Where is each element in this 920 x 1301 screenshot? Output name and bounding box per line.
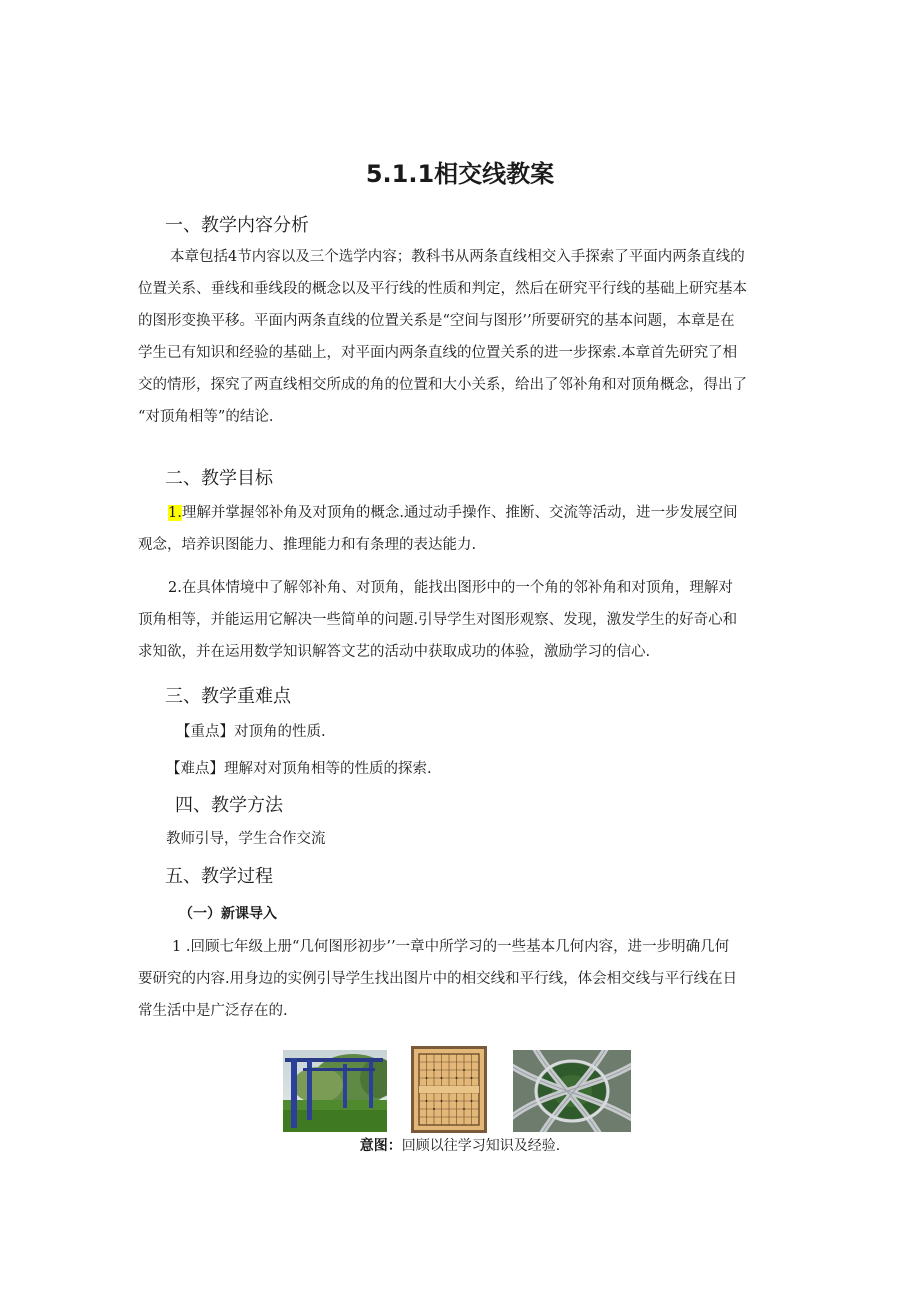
goal-1-paragraph	[138, 497, 786, 561]
section-heading-1: 一、教学内容分析	[165, 215, 309, 236]
analysis-line: 位置关系、垂线和垂线段的概念以及平行线的性质和判定，然后在研究平行线的基础上研究基本	[138, 281, 747, 297]
highlighted-number: 1.	[168, 505, 182, 521]
chessboard-photo	[411, 1046, 487, 1133]
analysis-line: “对顶角相等”的结论.	[138, 409, 274, 425]
figure-caption	[0, 1135, 920, 1155]
caption-text: 回顾以往学习知识及经验.	[401, 1138, 561, 1154]
goal-1-text: 观念，培养识图能力、推理能力和有条理的表达能力.	[138, 537, 477, 553]
analysis-line: 交的情形，探究了两直线相交所成的角的位置和大小关系，给出了邻补角和对顶角概念，得出了	[138, 377, 747, 393]
goal-1-text: 理解并掌握邻补角及对顶角的概念.通过动手操作、推断、交流等活动，进一步发展空间	[181, 505, 738, 521]
section-heading-3: 三、教学重难点	[165, 686, 291, 707]
analysis-paragraph	[138, 241, 786, 433]
section-heading-2: 二、教学目标	[165, 468, 273, 489]
park-bars-photo	[283, 1050, 387, 1132]
document-title: 5.1.1相交线教案	[365, 160, 555, 188]
difficult-point: 【难点】理解对对顶角相等的性质的探索.	[166, 761, 432, 777]
subsection-heading: （一）新课导入	[179, 906, 277, 922]
process-paragraph	[138, 931, 786, 1027]
goal-2-text: 2.在具体情境中了解邻补角、对顶角，能找出图形中的一个角的邻补角和对顶角，理解对	[168, 580, 733, 596]
analysis-line: 的图形变换平移。平面内两条直线的位置关系是“空间与图形’’所要研究的基本问题，本章是在	[138, 313, 735, 329]
analysis-line: 本章包括4节内容以及三个选学内容；教科书从两条直线相交入手探索了平面内两条直线的	[170, 249, 745, 265]
caption-label: 意图：	[359, 1138, 402, 1154]
process-line: 常生活中是广泛存在的.	[138, 1003, 288, 1019]
analysis-line: 学生已有知识和经验的基础上，对平面内两条直线的位置关系的进一步探索.本章首先研究了相	[138, 345, 738, 361]
section-heading-5: 五、教学过程	[165, 866, 273, 887]
process-line: 要研究的内容.用身边的实例引导学生找出图片中的相交线和平行线，体会相交线与平行线在日	[138, 971, 738, 987]
key-point: 【重点】对顶角的性质.	[176, 724, 326, 740]
method-text: 教师引导，学生合作交流	[166, 831, 326, 847]
process-line: 1 .回顾七年级上册“几何图形初步’’一章中所学习的一些基本几何内容，进一步明确几何	[172, 939, 730, 955]
goal-2-text: 顶角相等，并能运用它解决一些简单的问题.引导学生对图形观察、发现，激发学生的好奇心和	[138, 612, 738, 628]
goal-2-paragraph	[138, 572, 786, 668]
section-heading-4: 四、教学方法	[175, 795, 283, 816]
interchange-photo	[513, 1050, 631, 1132]
figure-row	[283, 1046, 633, 1136]
goal-2-text: 求知欲，并在运用数学知识解答文艺的活动中获取成功的体验，激励学习的信心.	[138, 644, 651, 660]
